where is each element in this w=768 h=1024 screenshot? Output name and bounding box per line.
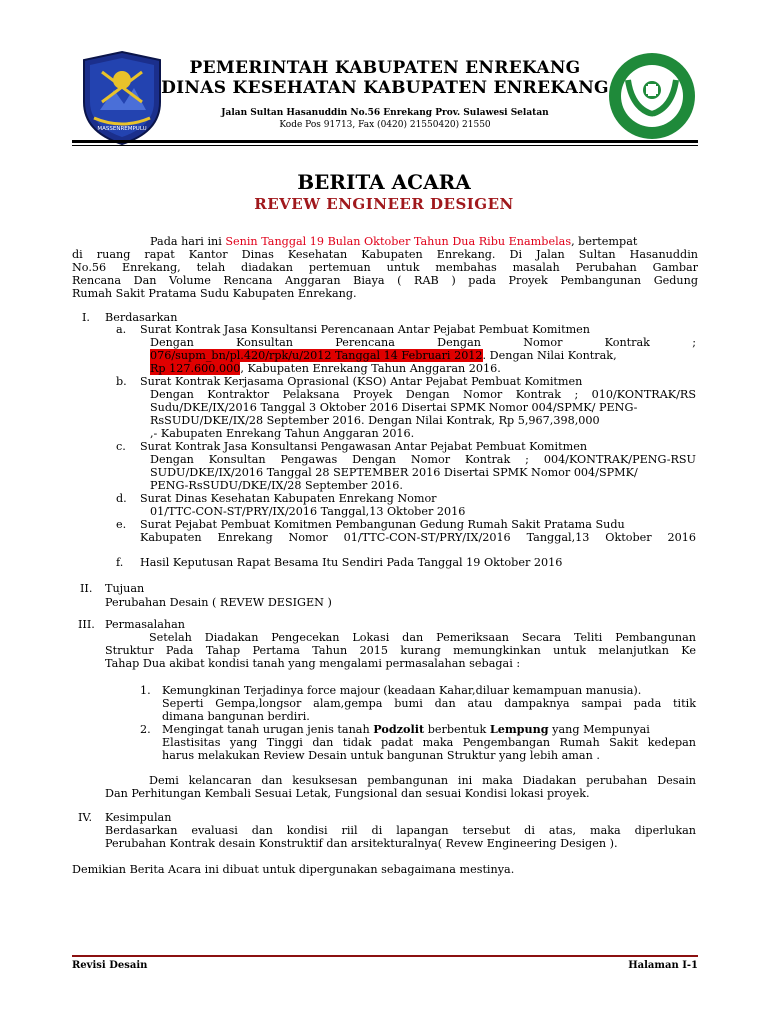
item-b-line-2: Dengan Kontraktor Pelaksana Proyek Dengan Nomor Kontrak ; 010/KONTRAK/RS (150, 388, 696, 401)
section-3-para-line-3: Tahap Dua akibat kondisi tanah yang mengalami permasalahan sebagai : (105, 657, 521, 670)
section-3-para-line-1: Setelah Diadakan Pengecekan Lokasi dan Pemeriksaan Secara Teliti Pembangunan (149, 631, 696, 644)
section-3-para-line-2: Struktur Pada Tahap Pertama Tahun 2015 kurang memungkinkan untuk melanjutkan Ke (105, 644, 696, 657)
item-c-line-1: Surat Kontrak Jasa Konsultansi Pengawasan Antar Pejabat Pembuat Komitmen (140, 440, 588, 453)
section-4-kesimpulan (72, 811, 698, 856)
intro-line-2: di ruang rapat Kantor Dinas Kesehatan Kabupaten Enrekang. Di Jalan Sultan Hasanuddin (72, 248, 698, 261)
problem-2-line-3: harus melakukan Review Desain untuk bangunan Struktur yang lebih aman . (162, 749, 600, 762)
problem-2-line-2: Elastisitas yang Tinggi dan tidak padat maka Pengembangan Rumah Sakit kedepan (162, 736, 696, 749)
header-agency-name: DINAS KESEHATAN KABUPATEN ENREKANG (161, 78, 609, 98)
section-1-heading: I. Berdasarkan (82, 311, 178, 324)
item-b-line-3: Sudu/DKE/IX/2016 Tanggal 3 Oktober 2016 Disertai SPMK Nomor 004/SPMK/ PENG- (150, 401, 638, 414)
item-b-line-5: ,- Kabupaten Enrekang Tahun Anggaran 2016. (150, 427, 415, 440)
footer-rule (72, 955, 698, 957)
item-a-line-2: Dengan Konsultan Perencana Dengan Nomor Kontrak ; (150, 336, 696, 349)
footer-left-label: Revisi Desain (72, 960, 148, 971)
section-4-line-2: Perubahan Kontrak desain Konstruktif dan arsitekturalnya( Revew Engineering Desigen ). (105, 837, 618, 850)
section-3-conclusion-line-2: Dan Perhitungan Kembali Sesuai Letak, Fungsional dan sesuai Kondisi lokasi proyek. (105, 787, 590, 800)
section-2-tujuan (72, 582, 698, 612)
section-2-text: Perubahan Desain ( REVEW DESIGEN ) (105, 596, 332, 609)
intro-line-5: Rumah Sakit Pratama Sudu Kabupaten Enrekang. (72, 287, 357, 300)
header-rule-thin (72, 145, 698, 146)
problem-1-number: 1. (140, 684, 151, 697)
item-a-line-4: Rp 127.600.000, Kabupaten Enrekang Tahun Anggaran 2016. (150, 362, 501, 375)
item-c-label: c. (116, 440, 126, 453)
problem-2-number: 2. (140, 723, 151, 736)
header-contact: Kode Pos 91713, Fax (0420) 21550420) 21550 (279, 120, 491, 130)
soil-type-lempung: Lempung (489, 722, 549, 736)
item-e-label: e. (116, 518, 127, 531)
item-a-label: a. (116, 323, 127, 336)
document-title: BERITA ACARA (297, 170, 471, 194)
item-b-label: b. (116, 375, 127, 388)
item-a-line-1: Surat Kontrak Jasa Konsultansi Perencanaan Antar Pejabat Pembuat Komitmen (140, 323, 591, 336)
item-c-line-3: SUDU/DKE/IX/2016 Tanggal 28 SEPTEMBER 2016 Disertai SPMK Nomor 004/SPMK/ (150, 466, 638, 479)
bakti-husada-logo (606, 50, 698, 142)
logo-text: BAKTI HUSA (626, 100, 684, 127)
section-1-berdasarkan (72, 311, 698, 571)
item-c-line-2: Dengan Konsultan Pengawas Dengan Nomor Kontrak ; 004/KONTRAK/PENG-RSU (150, 453, 696, 466)
item-b-line-1: Surat Kontrak Kerjasama Oprasional (KSO) Antar Pejabat Pembuat Komitmen (140, 375, 583, 388)
contract-value-highlight: Rp 127.600.000 (150, 362, 241, 375)
page-number: Halaman I-1 (628, 960, 698, 971)
header-rule-thick (72, 140, 698, 143)
section-4-heading: IV. Kesimpulan (78, 811, 172, 824)
item-d-line-2: 01/TTC-CON-ST/PRY/IX/2016 Tanggal,13 Oktober 2016 (150, 505, 466, 518)
problem-1-line-1: Kemungkinan Terjadinya force majour (keadaan Kahar,diluar kemampuan manusia). (162, 684, 642, 697)
header-government-name: PEMERINTAH KABUPATEN ENREKANG (189, 58, 581, 78)
problem-2-line-1: Mengingat tanah urugan jenis tanah Podzolit berbentuk Lempung yang Mempunyai (162, 722, 650, 736)
item-d-line-1: Surat Dinas Kesehatan Kabupaten Enrekang Nomor (140, 492, 437, 505)
emblem-text: MASSENREMPULU (97, 126, 147, 132)
item-e-line-1: Surat Pejabat Pembuat Komitmen Pembangunan Gedung Rumah Sakit Pratama Sudu (140, 518, 625, 531)
intro-line-1: Pada hari ini Senin Tanggal 19 Bulan Oktober Tahun Dua Ribu Enambelas, bertempat (150, 235, 638, 248)
meeting-date: Senin Tanggal 19 Bulan Oktober Tahun Dua Ribu Enambelas (225, 235, 572, 248)
section-2-heading: II. Tujuan (80, 582, 145, 595)
intro-line-4: Rencana Dan Volume Rencana Anggaran Biaya ( RAB ) pada Proyek Pembangunan Gedung (72, 274, 698, 287)
closing-statement: Demikian Berita Acara ini dibuat untuk dipergunakan sebagaimana mestinya. (72, 863, 515, 876)
soil-type-podzolit: Podzolit (373, 722, 425, 736)
document-subtitle: REVEW ENGINEER DESIGEN (254, 195, 514, 213)
problem-1-line-3: dimana bangunan berdiri. (162, 710, 310, 723)
intro-line-3: No.56 Enrekang, telah diadakan pertemuan untuk membahas masalah Perubahan Gambar (72, 261, 698, 274)
item-f-line-1: Hasil Keputusan Rapat Besama Itu Sendiri Pada Tanggal 19 Oktober 2016 (140, 556, 563, 569)
item-f-label: f. (116, 556, 124, 569)
contract-number-highlight: 076/supm_bn/pl.420/rpk/u/2012 Tanggal 14 Februari 2012 (150, 349, 483, 362)
item-d-label: d. (116, 492, 127, 505)
section-3-heading: III. Permasalahan (78, 618, 186, 631)
section-4-line-1: Berdasarkan evaluasi dan kondisi riil di lapangan tersebut di atas, maka diperlukan (105, 824, 696, 837)
section-3-permasalahan (72, 618, 698, 808)
intro-paragraph (72, 235, 698, 305)
item-a-line-3: 076/supm_bn/pl.420/rpk/u/2012 Tanggal 14 Februari 2012. Dengan Nilai Kontrak, (150, 349, 617, 362)
problem-1-line-2: Seperti Gempa,longsor alam,gempa bumi dan atau dampaknya sampai pada titik (162, 697, 696, 710)
item-b-line-4: RsSUDU/DKE/IX/28 September 2016. Dengan Nilai Kontrak, Rp 5,967,398,000 (150, 414, 600, 427)
item-e-line-2: Kabupaten Enrekang Nomor 01/TTC-CON-ST/PRY/IX/2016 Tanggal,13 Oktober 2016 (140, 531, 696, 544)
header-address: Jalan Sultan Hasanuddin No.56 Enrekang Prov. Sulawesi Selatan (221, 108, 549, 118)
section-3-conclusion-line-1: Demi kelancaran dan kesuksesan pembangunan ini maka Diadakan perubahan Desain (149, 774, 696, 787)
item-c-line-4: PENG-RsSUDU/DKE/IX/28 September 2016. (150, 479, 403, 492)
